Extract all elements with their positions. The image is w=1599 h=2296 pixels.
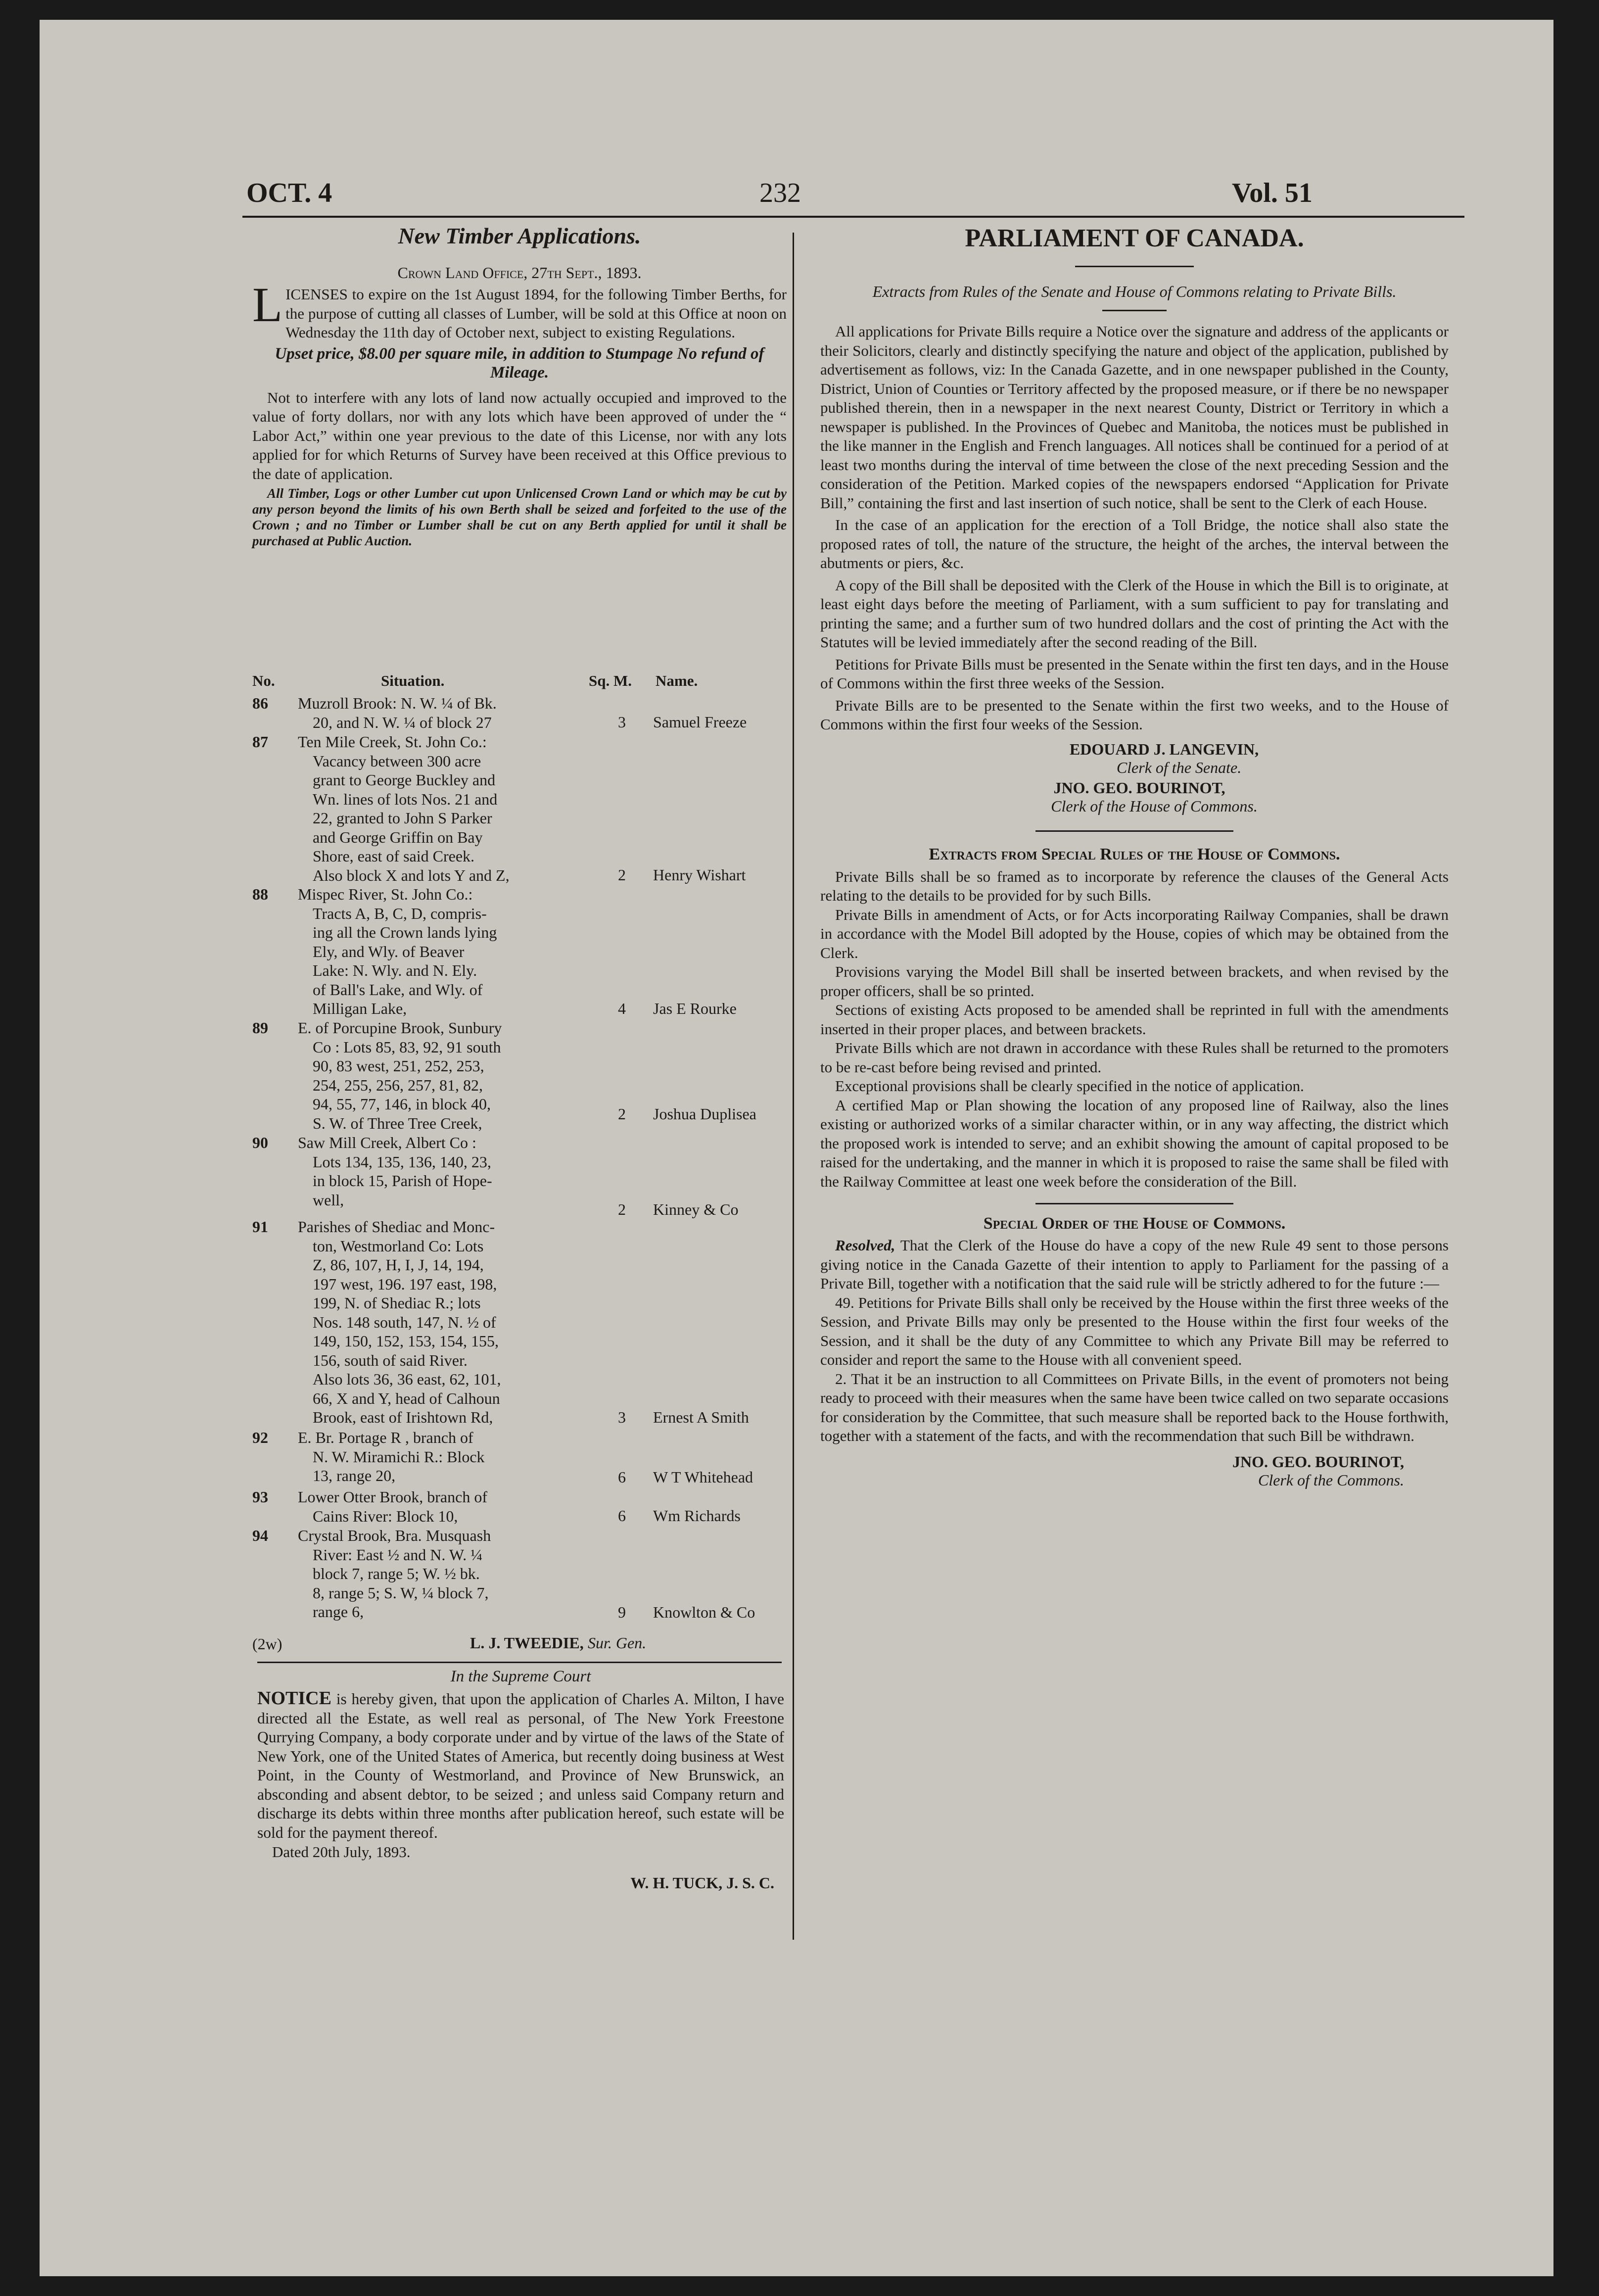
situation-line: in block 15, Parish of Hope- xyxy=(313,1172,492,1190)
situation-line: ton, Westmorland Co: Lots xyxy=(313,1237,484,1255)
special-order-title: Special Order of the House of Commons. xyxy=(983,1214,1286,1233)
situation-line: Parishes of Shediac and Monc- xyxy=(298,1218,495,1236)
entry-situation xyxy=(298,1018,605,1133)
timber-conditions: Not to interfere with any lots of land now actually occupied and improved to the value of forty dollars, nor with any lots which have been approved of under the “ Labor Act,” within one year previous to the date of this License, nor with any lots applied for for which Returns of Survey have been received at this Office previous to the date of application. xyxy=(252,388,787,482)
rule-49: 49. Petitions for Private Bills shall only be received by the House within the first three weeks of the Session, and Private Bills may only be presented to the House within the first four weeks of the Session, and it shall be the duty of any Committee to which any Private Bill may be referred to consider and report the same to the House with all convenient speed. xyxy=(820,1293,1449,1368)
situation-line: 156, south of said River. xyxy=(313,1351,468,1369)
situation-line: Shore, east of said Creek. xyxy=(313,847,475,865)
entry-no: 91 xyxy=(252,1218,268,1236)
signature-ref: (2w) xyxy=(252,1635,282,1653)
court-title: In the Supreme Court xyxy=(450,1668,591,1685)
entry-situation xyxy=(298,732,605,885)
situation-line: E. of Porcupine Brook, Sunbury xyxy=(298,1019,502,1037)
situation-line: 254, 255, 256, 257, 81, 82, xyxy=(313,1076,483,1094)
situation-line: 94, 55, 77, 146, in block 40, xyxy=(313,1095,491,1113)
situation-line: 20, and N. W. ¼ of block 27 xyxy=(313,713,492,731)
surveyor-signature xyxy=(470,1634,646,1653)
timber-warning: All Timber, Logs or other Lumber cut upon Unlicensed Crown Land or which may be cut by any person beyond the limits of his own Berth shall be seized and forfeited to the use of the Crown ; and no Timber or Lumber shall be cut on any Berth applied for until it shall be purchased at Public Auction. xyxy=(252,486,787,548)
situation-line: River: East ½ and N. W. ¼ xyxy=(313,1545,483,1564)
special-rules-title: Extracts from Special Rules of the House of Commons. xyxy=(929,845,1340,863)
issue-date: OCT. 4 xyxy=(246,178,332,208)
situation-line: Tracts A, B, C, D, compris- xyxy=(313,904,487,922)
situation-line: Z, 86, 107, H, I, J, 14, 194, xyxy=(313,1256,484,1274)
situation-line: Ely, and Wly. of Beaver xyxy=(313,942,465,960)
special-rule: Sections of existing Acts proposed to be amended shall be reprinted in full with the amendments inserted in their proper places, and between brackets. xyxy=(820,1001,1449,1038)
resolved-lead: Resolved, xyxy=(835,1237,895,1254)
situation-line: ing all the Crown lands lying xyxy=(313,923,497,941)
situation-line: Lower Otter Brook, branch of xyxy=(298,1488,487,1506)
situation-line: 199, N. of Shediac R.; lots xyxy=(313,1294,481,1312)
situation-line: Nos. 148 south, 147, N. ½ of xyxy=(313,1313,496,1331)
entry-no: 90 xyxy=(252,1134,268,1151)
upset-price: Upset price, $8.00 per square mile, in addition to Stumpage No refund of Mileage. xyxy=(275,344,764,382)
special-rule: Private Bills which are not drawn in accordance with these Rules shall be returned to the promoters to be re-cast before being revised and printed. xyxy=(820,1039,1449,1076)
situation-line: 90, 83 west, 251, 252, 253, xyxy=(313,1057,484,1075)
situation-line: and George Griffin on Bay xyxy=(313,828,483,846)
gazette-page xyxy=(40,20,1553,2276)
entry-situation xyxy=(298,885,605,1018)
entry-name: Henry Wishart xyxy=(653,866,746,884)
entry-situation xyxy=(298,694,605,732)
parliament-title: PARLIAMENT OF CANADA. xyxy=(965,224,1304,252)
situation-line: Also block X and lots Y and Z, xyxy=(313,866,510,884)
entry-sq: 3 xyxy=(618,1408,626,1426)
situation-line: Vacancy between 300 acre xyxy=(313,752,481,770)
situation-line: range 6, xyxy=(313,1603,364,1621)
entry-name: Joshua Duplisea xyxy=(653,1105,756,1123)
special-rule: Private Bills in amendment of Acts, or for Acts incorporating Railway Companies, shall be drawn in accordance with the Model Bill adopted by the House, copies of which may be obtained from the Clerk. xyxy=(820,906,1449,961)
commons-clerk-signature xyxy=(820,779,1449,815)
situation-line: Lake: N. Wly. and N. Ely. xyxy=(313,961,477,979)
entry-sq: 4 xyxy=(618,1000,626,1017)
situation-line: 197 west, 196. 197 east, 198, xyxy=(313,1275,497,1293)
entry-sq: 6 xyxy=(618,1507,626,1525)
situation-line: grant to George Buckley and xyxy=(313,771,496,789)
col-name: Name. xyxy=(656,672,698,689)
special-rule: Exceptional provisions shall be clearly specified in the notice of application. xyxy=(835,1077,1304,1095)
entry-situation xyxy=(298,1526,605,1622)
situation-line: 149, 150, 152, 153, 154, 155, xyxy=(313,1332,499,1350)
entry-no: 89 xyxy=(252,1019,268,1037)
entry-sq: 2 xyxy=(618,1105,626,1123)
situation-line: block 7, range 5; W. ½ bk. xyxy=(313,1565,480,1582)
entry-name: W T Whitehead xyxy=(653,1468,753,1486)
timber-intro: ICENSES to expire on the 1st August 1894, for the following Timber Berths, for the purpose of cutting all classes of Lumber, will be sold at this Office at noon on Wednesday the 11th day of October next, subject to existing Regulations. xyxy=(285,286,787,341)
entry-no: 92 xyxy=(252,1429,268,1446)
entry-situation xyxy=(298,1487,605,1526)
entry-name: Kinney & Co xyxy=(653,1200,739,1218)
col-situation: Situation. xyxy=(381,672,445,689)
situation-line: Also lots 36, 36 east, 62, 101, xyxy=(313,1370,501,1388)
situation-line: 22, granted to John S Parker xyxy=(313,809,492,827)
resolved-body: That the Clerk of the House do have a copy of the new Rule 49 sent to those persons giving notice in the Canada Gazette of their intention to apply to Parliament for the passing of a Private Bill, together with a notification that the said rule will be strictly adhered to for the future :— xyxy=(820,1237,1449,1292)
timber-dateline: Crown Land Office, 27th Sept., 1893. xyxy=(397,264,642,282)
final-signature xyxy=(820,1453,1449,1489)
left-column xyxy=(252,223,787,549)
special-rules-list xyxy=(820,867,1449,1192)
commons-clerk-title: Clerk of the House of Commons. xyxy=(1051,797,1258,815)
notice-dated: Dated 20th July, 1893. xyxy=(272,1843,411,1861)
situation-line: Wn. lines of lots Nos. 21 and xyxy=(313,790,498,808)
situation-line: E. Br. Portage R , branch of xyxy=(298,1429,473,1446)
entry-sq: 3 xyxy=(618,713,626,731)
page-number: 232 xyxy=(759,178,801,208)
commons-clerk-name: JNO. GEO. BOURINOT, xyxy=(1053,778,1225,797)
situation-line: of Ball's Lake, and Wly. of xyxy=(313,980,483,999)
entry-sq: 2 xyxy=(618,866,626,884)
special-rule: Provisions varying the Model Bill shall be inserted between brackets, and when revised by the proper officers, shall be so printed. xyxy=(820,963,1449,1000)
situation-line: N. W. Miramichi R.: Block xyxy=(313,1447,485,1466)
situation-line: Co : Lots 85, 83, 92, 91 south xyxy=(313,1038,501,1056)
entry-no: 94 xyxy=(252,1527,268,1544)
title-rule xyxy=(1075,266,1194,267)
entry-no: 88 xyxy=(252,885,268,903)
rule-paragraph: Private Bills are to be presented to the Senate within the first two weeks, and to the House of Commons within the first four weeks of the Session. xyxy=(820,696,1449,733)
surveyor-name: L. J. TWEEDIE, xyxy=(470,1634,584,1652)
situation-line: Muzroll Brook: N. W. ¼ of Bk. xyxy=(298,694,497,712)
situation-line: Saw Mill Creek, Albert Co : xyxy=(298,1134,476,1151)
entry-sq: 6 xyxy=(618,1468,626,1486)
entry-name: Wm Richards xyxy=(653,1507,741,1525)
header-rule xyxy=(242,216,1464,218)
timber-title: New Timber Applications. xyxy=(398,223,641,248)
situation-line: 13, range 20, xyxy=(313,1467,396,1484)
situation-line: Brook, east of Irishtown Rd, xyxy=(313,1408,493,1426)
situation-line: Crystal Brook, Bra. Musquash xyxy=(298,1527,491,1544)
entry-sq: 2 xyxy=(618,1200,626,1218)
rule-paragraph: All applications for Private Bills require a Notice over the signature and address of the applicants or their Solicitors, clearly and distinctly specifying the nature and object of the application, published by advertisement as follows, viz: In the Canada Gazette, and in one newspaper published in the County, District, Union of Counties or Territory affected by the proposed measure, or if there be no newspaper published therein, then in a newspaper in the next nearest County, District or Territory in which a newspaper is published. In the Provinces of Quebec and Manitoba, the notices must be published in the like manner in the English and French languages. All notices shall be continued for a period of at least two months during the interval of time between the close of the next preceding Session and the consideration of the Petition. Marked copies of the newspapers endorsed “Application for Private Bill,” containing the first and last insertion of such notice, shall be sent to the Clerk of each House. xyxy=(820,323,1449,512)
situation-line: Cains River: Block 10, xyxy=(313,1507,458,1525)
situation-line: Milligan Lake, xyxy=(313,1000,407,1017)
final-signature-name: JNO. GEO. BOURINOT, xyxy=(1232,1452,1404,1471)
situation-line: well, xyxy=(313,1191,344,1209)
section-rule xyxy=(257,1662,782,1663)
special-rule: A certified Map or Plan showing the location of any proposed line of Railway, also the lines existing or authorized works of a similar character within, or in any way affecting, the district which the proposed work is intended to serve; and an exhibit showing the amount of capital proposed to be raised for the undertaking, and the manner in which it is proposed to raise the same shall be filed with the Railway Committee at least one week before the consideration of the Bill. xyxy=(820,1096,1449,1190)
entry-name: Knowlton & Co xyxy=(653,1603,755,1621)
special-rule: Private Bills shall be so framed as to incorporate by reference the clauses of the General Acts relating to the details to be provided for by such Bills. xyxy=(820,867,1449,904)
rule-paragraph: In the case of an application for the erection of a Toll Bridge, the notice shall also state the proposed rates of toll, the nature of the structure, the height of the arches, the interval between the abutments or piers, &c. xyxy=(820,516,1449,572)
notice-lead: NOTICE xyxy=(257,1688,331,1709)
entry-name: Ernest A Smith xyxy=(653,1408,749,1426)
entry-situation xyxy=(298,1133,605,1209)
notice-body: is hereby given, that upon the application of Charles A. Milton, I have directed all the Estate, as well real as personal, of The New York Freestone Qurrying Company, a body corporate under and by virtue of the laws of the State of New York, one of the United States of America, but recently doing business at West Point, in the County of Westmorland, and Province of New Brunswick, an absconding and absent debtor, to be seized ; and unless said Company return and discharge its debts within three months after publication hereof, such estate will be sold for the payment thereof. xyxy=(257,1690,784,1841)
right-column xyxy=(820,224,1449,1489)
col-sq: Sq. M. xyxy=(589,672,632,689)
situation-line: S. W. of Three Tree Creek, xyxy=(313,1114,482,1132)
section-rule xyxy=(1035,830,1233,832)
section-rule xyxy=(1035,1203,1233,1204)
rule-paragraph: Petitions for Private Bills must be presented in the Senate within the first ten days, and in the House of Commons within the first three weeks of the Session. xyxy=(820,655,1449,692)
final-signature-title: Clerk of the Commons. xyxy=(1258,1471,1404,1489)
col-no: No. xyxy=(252,672,275,689)
situation-line: Mispec River, St. John Co.: xyxy=(298,885,473,903)
column-divider xyxy=(793,233,794,1940)
parliament-subtitle: Extracts from Rules of the Senate and House of Commons relating to Private Bills. xyxy=(872,283,1397,300)
entry-name: Jas E Rourke xyxy=(653,1000,737,1017)
court-notice xyxy=(257,1668,784,1892)
senate-clerk-name: EDOUARD J. LANGEVIN, xyxy=(1069,740,1259,758)
entry-sq: 9 xyxy=(618,1603,626,1621)
subtitle-rule xyxy=(1102,310,1167,311)
dropcap: L xyxy=(252,277,283,332)
volume-number: Vol. 51 xyxy=(1232,178,1313,208)
rule-2: 2. That it be an instruction to all Committees on Private Bills, in the event of promoters not being ready to proceed with their measures when the same have been twice called on two separate occasions for consideration by the Committee, that such measure shall be reported back to the House forthwith, together with a statement of the facts, and with the recommendation that such Bill be withdrawn. xyxy=(820,1370,1449,1444)
entry-no: 93 xyxy=(252,1488,268,1506)
senate-clerk-signature xyxy=(820,740,1449,777)
entry-situation xyxy=(298,1428,605,1485)
entry-no: 86 xyxy=(252,694,268,712)
senate-clerk-title: Clerk of the Senate. xyxy=(1116,758,1242,776)
situation-line: 66, X and Y, head of Calhoun xyxy=(313,1389,500,1407)
situation-line: Ten Mile Creek, St. John Co.: xyxy=(298,733,487,751)
situation-line: Lots 134, 135, 136, 140, 23, xyxy=(313,1152,491,1171)
entry-name: Samuel Freeze xyxy=(653,713,747,731)
entry-no: 87 xyxy=(252,733,268,751)
rule-paragraph: A copy of the Bill shall be deposited with the Clerk of the House in which the Bill is to originate, at least eight days before the meeting of Parliament, with a sum sufficient to pay for translating and printing the same; and a further sum of two hundred dollars and the cost of printing the Act with the Statutes will be levied immediately after the second reading of the Bill. xyxy=(820,576,1449,651)
judge-signature: W. H. TUCK, J. S. C. xyxy=(630,1874,774,1892)
surveyor-title: Sur. Gen. xyxy=(587,1634,647,1652)
entry-situation xyxy=(298,1217,605,1427)
situation-line: 8, range 5; S. W, ¼ block 7, xyxy=(313,1583,489,1602)
